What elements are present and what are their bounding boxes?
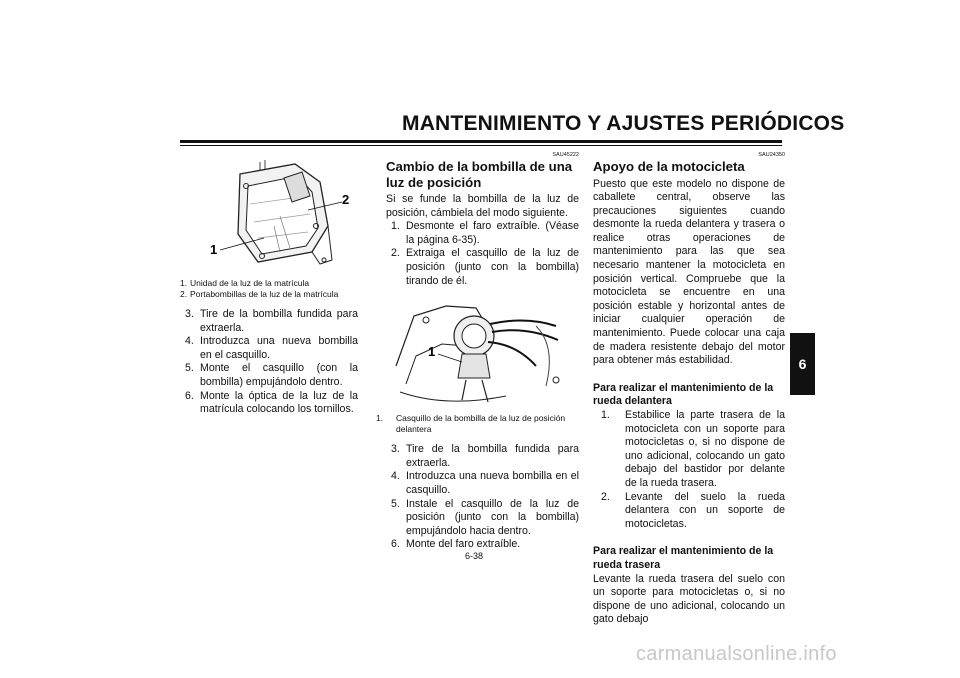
figure-caption: 1. Unidad de la luz de la matrícula 2. Portabombillas de la luz de la matrícula <box>180 278 339 299</box>
list-item: 4. Introduzca una nueva bombilla en el casquillo. <box>185 335 358 361</box>
steps-list <box>386 220 579 288</box>
watermark: carmanualsonline.info <box>636 643 837 665</box>
figure-caption: 1. Casquillo de la bombilla de la luz de posición delantera <box>376 413 566 435</box>
section-code: SAU24350 <box>758 152 785 158</box>
list-item: 1. Desmonte el faro extraíble. (Véase la página 6-35). <box>391 220 579 246</box>
position-light-illustration <box>386 296 576 411</box>
list-item: 2. Extraiga el casquillo de la luz de posición (junto con la bombilla) tirando de él. <box>391 247 579 287</box>
chapter-tab: 6 <box>790 333 815 395</box>
position-light-figure <box>386 296 576 411</box>
figure-callout-2: 2 <box>342 192 350 207</box>
list-item: 6. Monte la óptica de la luz de la matrícula colocando los tornillos. <box>185 389 358 416</box>
list-item: 6. Monte del faro extraíble. <box>391 538 521 551</box>
list-item: 3. Tire de la bombilla fundida para extraerla. <box>185 308 358 334</box>
list-item: 4. Introduzca una nueva bombilla en el casquillo. <box>391 470 579 496</box>
license-light-illustration <box>180 156 358 276</box>
subsection-heading-rear: Para realizar el mantenimiento de la rueda trasera <box>593 545 774 571</box>
subsection-heading-front: Para realizar el mantenimiento de la rueda delantera <box>593 381 774 408</box>
steps-list <box>180 308 358 417</box>
header-rule-thin <box>180 145 782 146</box>
section-heading: Cambio de la bombilla de una luz de posición <box>386 159 573 190</box>
list-item: 5. Monte el casquillo (con la bombilla) empujándolo dentro. <box>185 362 358 388</box>
section-intro: Si se funde la bombilla de la luz de posición, cámbiela del modo siguiente. <box>386 193 579 219</box>
header-rule <box>180 140 782 143</box>
figure-callout-1: 1 <box>428 344 436 360</box>
column-2 <box>376 152 579 552</box>
steps-list <box>386 443 579 552</box>
license-light-figure <box>180 156 358 276</box>
page-number: 6-38 <box>465 551 484 561</box>
figure-callout-1: 1 <box>210 242 218 257</box>
steps-list <box>593 409 785 531</box>
subsection-text-rear: Levante la rueda trasera del suelo con un soporte para motocicletas o, si no dispone de uno adicional, colocando un gato debajo <box>593 572 785 626</box>
section-heading: Apoyo de la motocicleta <box>593 159 745 174</box>
page-title: MANTENIMIENTO Y AJUSTES PERIÓDICOS <box>402 112 845 135</box>
column-3 <box>593 152 785 627</box>
section-code: SAU45222 <box>552 152 579 158</box>
list-item: 1. Estabilice la parte trasera de la motocicleta con un soporte para motocicletas o, si no dispone de uno adicional, colocando un gato debajo del bastidor por delante de la rueda trasera. <box>601 409 785 489</box>
list-item: 3. Tire de la bombilla fundida para extraerla. <box>391 443 579 469</box>
column-1 <box>180 156 358 417</box>
list-item: 5. Instale el casquillo de la luz de posición (junto con la bombilla) empujándolo hacia dentro. <box>391 497 579 537</box>
list-item: 2. Levante del suelo la rueda delantera con un soporte de motocicletas. <box>601 490 785 530</box>
section-intro: Puesto que este modelo no dispone de caballete central, observe las precauciones siguientes cuando desmonte la rueda delantera y trasera o realice otras operaciones de mantenimiento para las que sea necesario mantener la motocicleta en posición vertical. Compruebe que la motocicleta se encuentre en una posición estable y horizontal antes de iniciar cualquier operación de mantenimiento. Puede colocar una caja de madera resistente debajo del motor para obtener más estabilidad. <box>593 177 785 367</box>
